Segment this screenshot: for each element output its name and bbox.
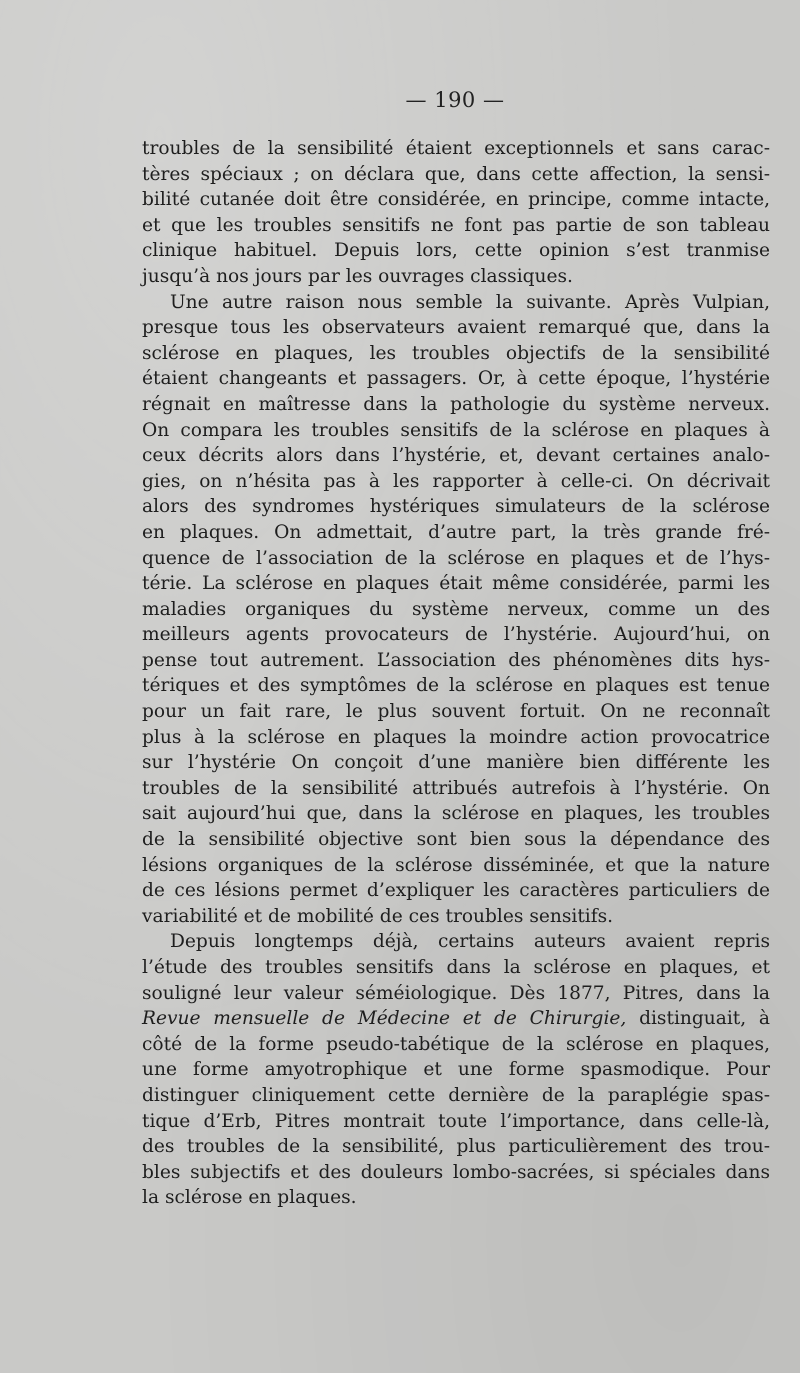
text-line: presque tous les observateurs avaient remarqué que, dans la [142,317,770,339]
text-line: de ces lésions permet d’expliquer les caractères particuliers de [142,880,770,902]
text-line: sclérose en plaques, les troubles objectifs de la sensibilité [142,342,770,364]
text-line: troubles de la sensibilité attribués autrefois à l’hystérie. On [142,777,770,799]
text-line: pour un fait rare, le plus souvent fortuit. On ne reconnaît [142,701,770,723]
text-line: pense tout autrement. L’association des phénomènes dits hys- [142,649,770,671]
text-line: variabilité et de mobilité de ces troubles sensitifs. [142,905,614,927]
text-line-with-journal-title [142,1006,770,1032]
text-line: gies, on n’hésita pas à les rapporter à celle-ci. On décrivait [142,470,770,492]
text-line: plus à la sclérose en plaques la moindre action provocatrice [142,726,770,748]
text-line: On compara les troubles sensitifs de la sclérose en plaques à [142,419,770,441]
text-fragment: distinguait, à [626,1008,771,1030]
text-line: ceux décrits alors dans l’hystérie, et, devant certaines analo- [142,445,770,467]
text-line: une forme amyotrophique et une forme spasmodique. Pour [142,1059,770,1081]
text-line: l’étude des troubles sensitifs dans la sclérose en plaques, et [142,957,770,978]
text-line: des troubles de la sensibilité, plus particulièrement des trou- [142,1136,770,1158]
text-line: sait aujourd’hui que, dans la sclérose en plaques, les troubles [142,803,770,825]
text-line: lésions organiques de la sclérose disséminée, et que la nature [142,854,770,876]
text-line: térie. La sclérose en plaques était même considérée, parmi les [142,573,770,595]
text-line: étaient changeants et passagers. Or, à cette époque, l’hystérie [142,368,770,390]
text-line: bilité cutanée doit être considérée, en principe, comme intacte, [142,189,770,211]
text-line: troubles de la sensibilité étaient exceptionnels et sans carac- [142,138,770,159]
text-line: jusqu’à nos jours par les ouvrages classiques. [142,265,573,287]
text-line: tères spéciaux ; on déclara que, dans cette affection, la sensi- [142,163,770,185]
text-line: Une autre raison nous semble la suivante. Après Vulpian, [170,291,770,313]
text-line: alors des syndromes hystériques simulateurs de la sclérose [142,496,770,518]
text-line: sur l’hystérie On conçoit d’une manière bien différente les [142,752,770,774]
text-line: clinique habituel. Depuis lors, cette opinion s’est tranmise [142,240,770,262]
text-line: meilleurs agents provocateurs de l’hystérie. Aujourd’hui, on [142,624,770,646]
text-line: tique d’Erb, Pitres montrait toute l’importance, dans celle-là, [142,1110,770,1132]
journal-title: Revue mensuelle de Médecine et de Chirurgie, [142,1008,627,1030]
page-number: — 190 — [405,88,505,112]
text-line: régnait en maîtresse dans la pathologie du système nerveux. [142,393,770,415]
body-text [142,136,770,1211]
text-line: maladies organiques du système nerveux, comme un des [142,598,770,620]
text-line: la sclérose en plaques. [142,1187,357,1209]
text-line: bles subjectifs et des douleurs lombo-sacrées, si spéciales dans [142,1161,770,1183]
text-line: Depuis longtemps déjà, certains auteurs avaient repris [170,931,770,953]
text-line: distinguer cliniquement cette dernière de la paraplégie spas- [142,1084,770,1106]
text-line: de la sensibilité objective sont bien sous la dépendance des [142,829,770,851]
text-line: quence de l’association de la sclérose en plaques et de l’hys- [142,547,770,569]
text-line: souligné leur valeur séméiologique. Dès 1877, Pitres, dans la [142,982,770,1004]
text-line: en plaques. On admettait, d’autre part, la très grande fré- [142,521,770,543]
text-line: côté de la forme pseudo-tabétique de la sclérose en plaques, [142,1033,770,1055]
text-line: tériques et des symptômes de la sclérose en plaques est tenue [142,675,770,697]
text-line: et que les troubles sensitifs ne font pas partie de son tableau [142,214,770,236]
